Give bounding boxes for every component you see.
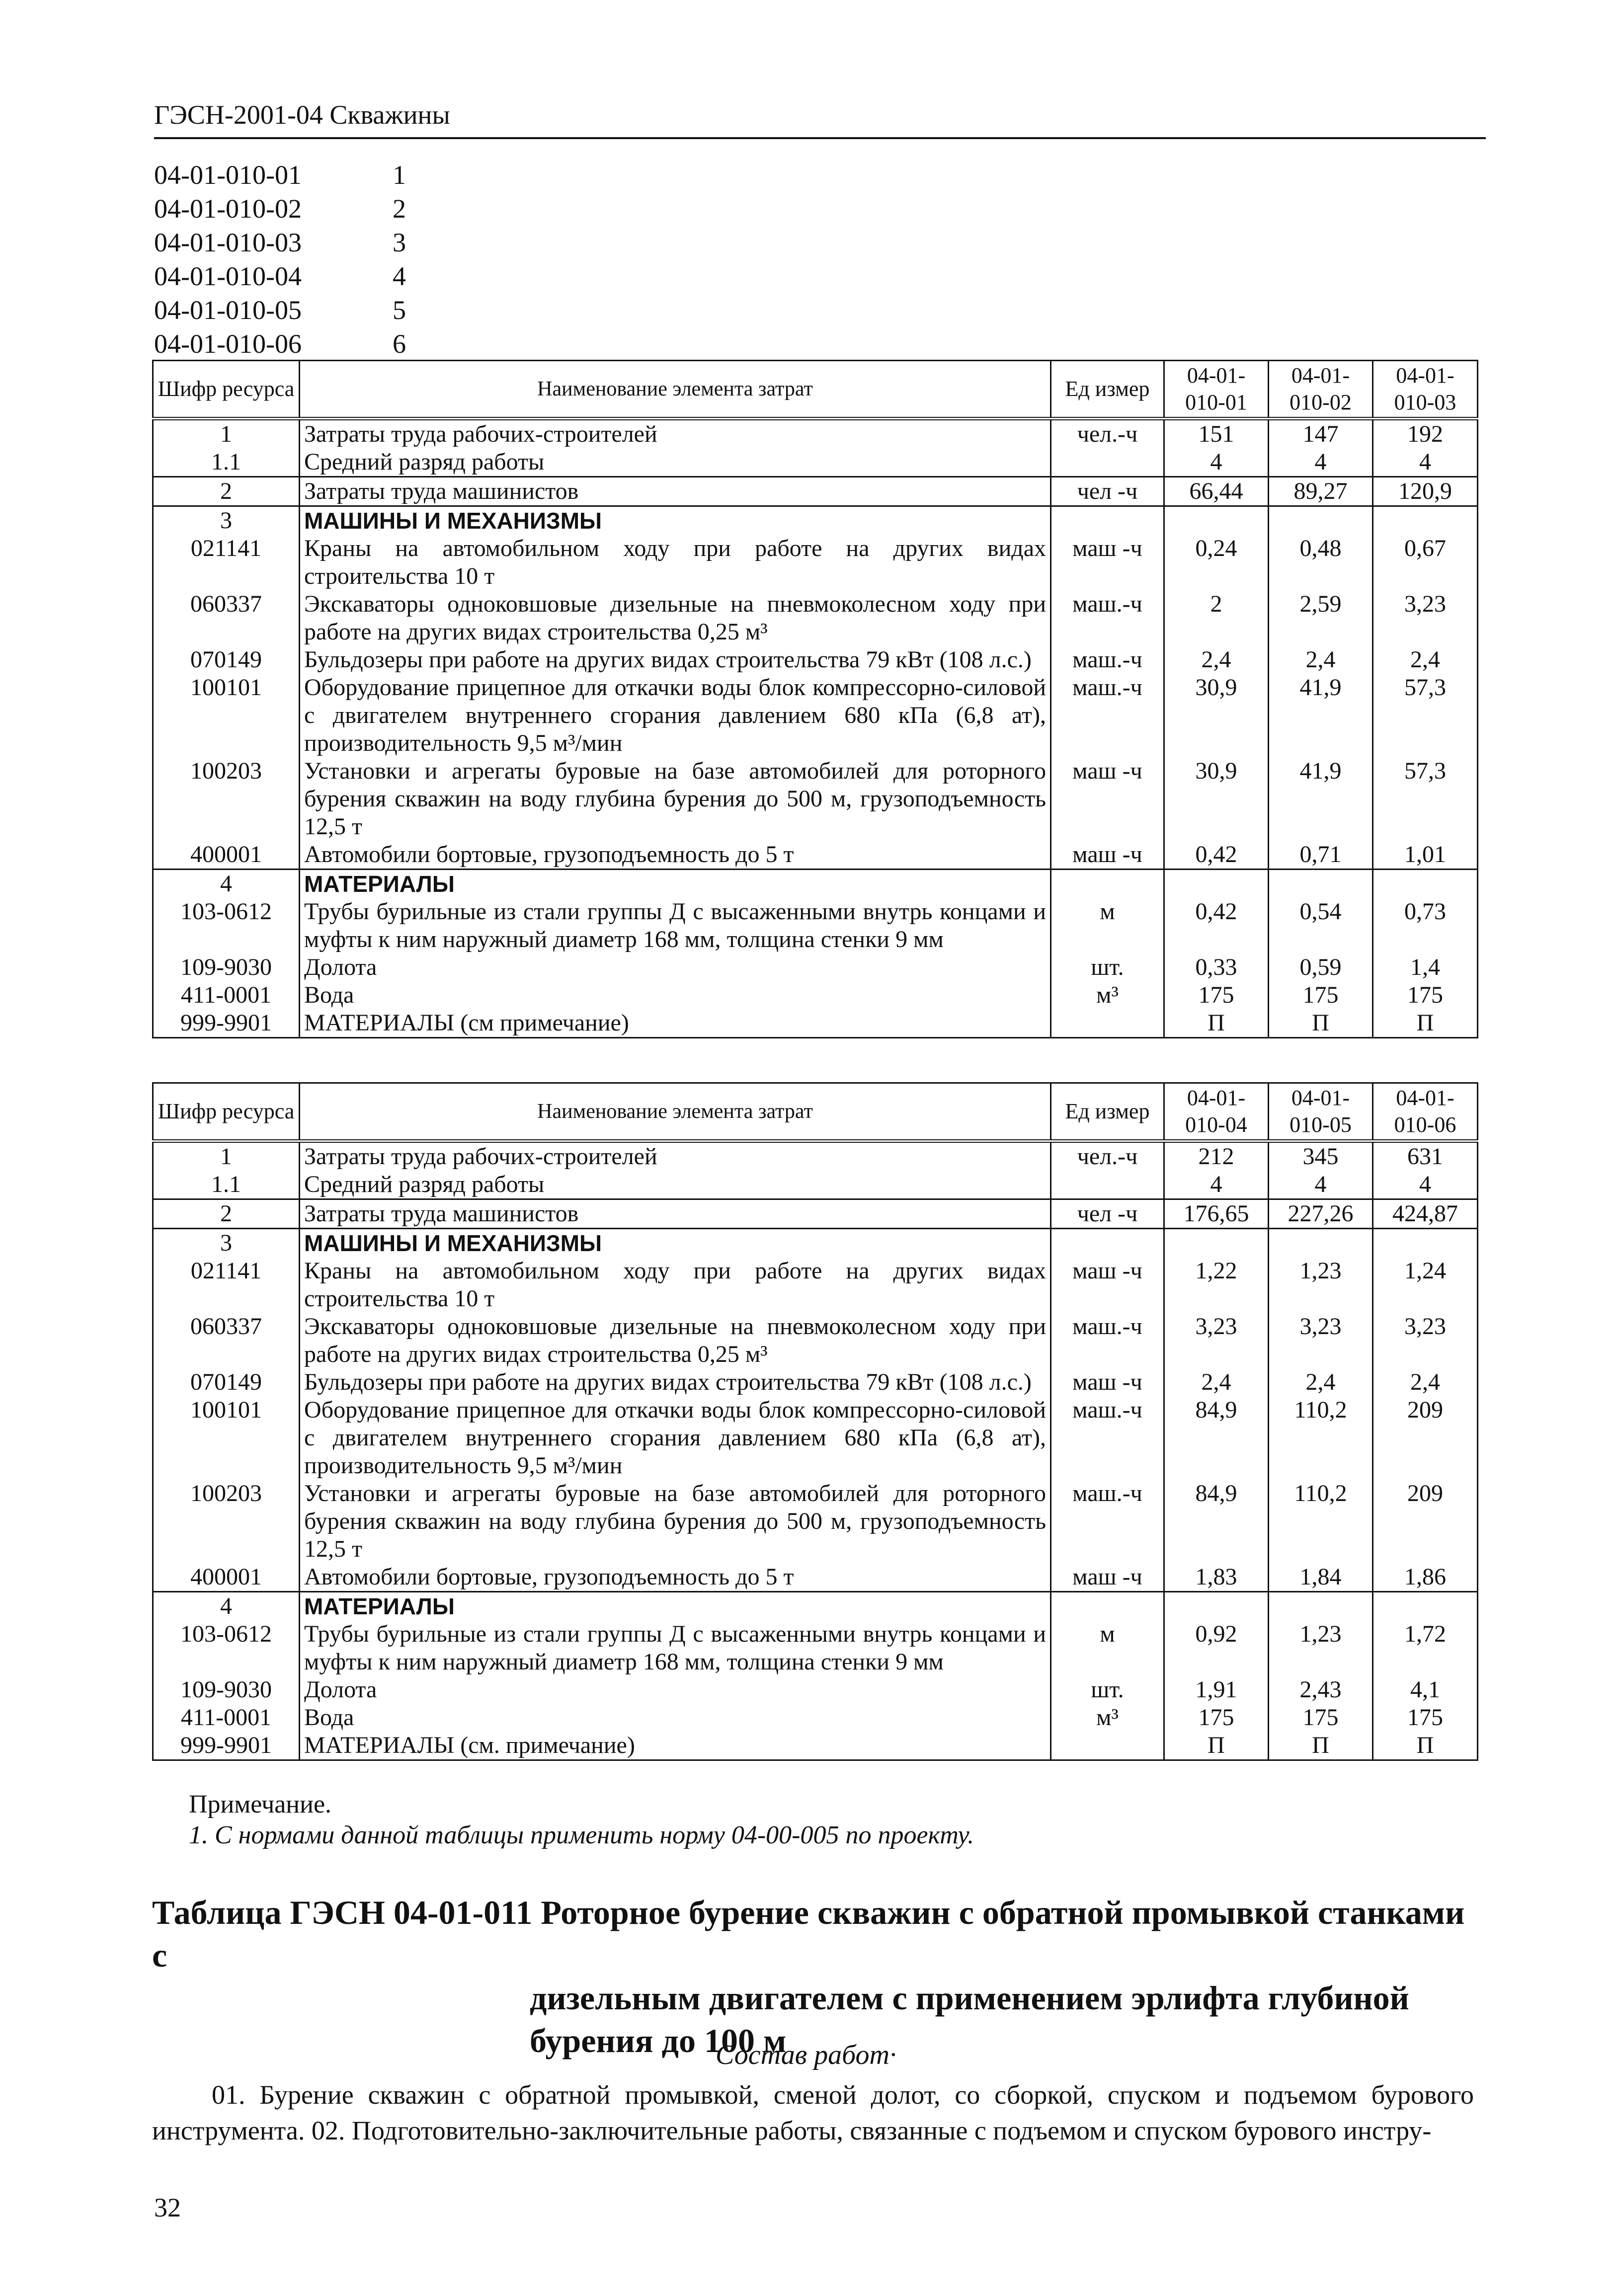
resource-code: 1	[153, 1141, 300, 1171]
resource-unit: маш.-ч	[1051, 674, 1164, 757]
resource-row	[153, 1704, 1478, 1732]
resource-value: 176,65	[1164, 1199, 1269, 1229]
table-heading-continuation: дизельным двигателем с применением эрлифта глубиной бурения до 100 м	[530, 1979, 1409, 2059]
resource-value: 2,4	[1373, 1368, 1478, 1396]
note-item: 1. С нормами данной таблицы применить норму 04-00-005 по проекту.	[189, 1821, 974, 1849]
resource-value: П	[1164, 1009, 1269, 1038]
header-rule	[154, 137, 1486, 139]
norm-code-row	[154, 226, 406, 259]
norm-code-row	[154, 259, 406, 293]
resource-value: 4	[1164, 448, 1269, 477]
resource-value: 0,42	[1164, 841, 1269, 870]
table-header-row	[153, 1083, 1478, 1141]
resource-value: 1,91	[1164, 1676, 1269, 1704]
resource-name: Установки и агрегаты буровые на базе автомобилей для роторного бурения скважин на воду глубина бурения до 500 м, грузоподъемность 12,5 т	[300, 757, 1051, 841]
resource-code: 4	[153, 870, 300, 898]
resource-value: 2,43	[1269, 1676, 1373, 1704]
resource-unit: маш.-ч	[1051, 1396, 1164, 1480]
resource-code: 100203	[153, 1480, 300, 1563]
resource-code: 060337	[153, 590, 300, 646]
norm-column-header: 04-01-010-04	[1164, 1083, 1269, 1141]
resource-value	[1269, 870, 1373, 898]
resource-code: 999-9901	[153, 1732, 300, 1760]
norm-code: 04-01-010-01	[154, 160, 302, 190]
resource-name: Средний разряд работы	[300, 448, 1051, 477]
resource-unit	[1051, 1592, 1164, 1621]
resource-value: 66,44	[1164, 477, 1269, 506]
resource-unit	[1051, 506, 1164, 535]
norm-code: 04-01-010-04	[154, 261, 302, 291]
resource-name: МАТЕРИАЛЫ (см примечание)	[300, 1009, 1051, 1038]
resource-value: 345	[1269, 1141, 1373, 1171]
resource-unit: шт.	[1051, 953, 1164, 981]
resource-name: Долота	[300, 953, 1051, 981]
resource-value: 192	[1373, 419, 1478, 449]
running-title: ГЭСН-2001-04 Скважины	[154, 100, 450, 130]
resource-unit	[1051, 1229, 1164, 1258]
resource-value: 175	[1269, 981, 1373, 1009]
unit-column-header: Ед измер	[1051, 361, 1164, 419]
composition-title: Состав работ·	[716, 2040, 896, 2070]
resource-row	[153, 1141, 1478, 1171]
resource-value: 424,87	[1373, 1199, 1478, 1229]
norm-number: 6	[393, 329, 406, 359]
resource-value: 4,1	[1373, 1676, 1478, 1704]
resource-code: 103-0612	[153, 1620, 300, 1676]
resource-value: 209	[1373, 1480, 1478, 1563]
resource-code: 411-0001	[153, 981, 300, 1009]
resource-row	[153, 1257, 1478, 1313]
resource-code: 400001	[153, 841, 300, 870]
norm-number: 2	[393, 194, 406, 224]
resource-value: 0,33	[1164, 953, 1269, 981]
resource-row	[153, 646, 1478, 674]
resource-name: Затраты труда машинистов	[300, 1199, 1051, 1229]
resource-value: 41,9	[1269, 674, 1373, 757]
resource-value	[1373, 870, 1478, 898]
norm-code: 04-01-010-02	[154, 194, 302, 224]
resource-value	[1164, 1229, 1269, 1258]
resource-row	[153, 1620, 1478, 1676]
resource-unit	[1051, 1171, 1164, 1199]
norm-code-row	[154, 158, 406, 192]
resource-value	[1164, 1592, 1269, 1621]
resource-unit	[1051, 1732, 1164, 1760]
resource-value	[1373, 1229, 1478, 1258]
resource-unit: маш -ч	[1051, 757, 1164, 841]
resource-row	[153, 981, 1478, 1009]
resource-code: 021141	[153, 535, 300, 590]
resource-value: 0,59	[1269, 953, 1373, 981]
resource-value: 3,23	[1373, 1313, 1478, 1368]
resource-value: 120,9	[1373, 477, 1478, 506]
section-row	[153, 870, 1478, 898]
resource-name: Средний разряд работы	[300, 1171, 1051, 1199]
resource-unit: шт.	[1051, 1676, 1164, 1704]
table-heading-line: Таблица ГЭСН 04-01-011 Роторное бурение скважин с обратной промывкой станками с	[152, 1894, 1465, 1974]
resource-code: 2	[153, 1199, 300, 1229]
resource-value: 1,01	[1373, 841, 1478, 870]
section-row	[153, 1229, 1478, 1258]
resource-unit: чел.-ч	[1051, 1141, 1164, 1171]
resource-code: 1	[153, 419, 300, 449]
name-column-header: Наименование элемента затрат	[300, 361, 1051, 419]
resource-table-2	[152, 1082, 1478, 1761]
resource-value	[1269, 1592, 1373, 1621]
resource-value: 3,23	[1373, 590, 1478, 646]
resource-name: Бульдозеры при работе на других видах строительства 79 кВт (108 л.с.)	[300, 646, 1051, 674]
resource-unit: маш -ч	[1051, 1257, 1164, 1313]
resource-name: Установки и агрегаты буровые на базе автомобилей для роторного бурения скважин на воду глубина бурения до 500 м, грузоподъемность 12,5 т	[300, 1480, 1051, 1563]
resource-unit: маш.-ч	[1051, 590, 1164, 646]
resource-value: 2,4	[1269, 646, 1373, 674]
resource-name: МАШИНЫ И МЕХАНИЗМЫ	[300, 1229, 1051, 1258]
resource-name: Экскаваторы одноковшовые дизельные на пневмоколесном ходу при работе на других видах строительства 0,25 м³	[300, 590, 1051, 646]
resource-value: 2,4	[1269, 1368, 1373, 1396]
resource-row	[153, 590, 1478, 646]
resource-name: Вода	[300, 1704, 1051, 1732]
code-column-header: Шифр ресурса	[153, 1083, 300, 1141]
resource-unit: маш -ч	[1051, 535, 1164, 590]
resource-row	[153, 1199, 1478, 1229]
resource-value: 30,9	[1164, 757, 1269, 841]
resource-name: Краны на автомобильном ходу при работе на других видах строительства 10 т	[300, 535, 1051, 590]
resource-value: 0,48	[1269, 535, 1373, 590]
resource-unit: маш -ч	[1051, 841, 1164, 870]
resource-code: 411-0001	[153, 1704, 300, 1732]
resource-value: 1,4	[1373, 953, 1478, 981]
resource-name: Краны на автомобильном ходу при работе на других видах строительства 10 т	[300, 1257, 1051, 1313]
resource-value: 2	[1164, 590, 1269, 646]
resource-code: 070149	[153, 1368, 300, 1396]
resource-row	[153, 1009, 1478, 1038]
resource-value: 0,24	[1164, 535, 1269, 590]
norm-column-header: 04-01-010-03	[1373, 361, 1478, 419]
norm-code: 04-01-010-05	[154, 295, 302, 325]
resource-value: 175	[1269, 1704, 1373, 1732]
resource-name: Вода	[300, 981, 1051, 1009]
resource-code: 999-9901	[153, 1009, 300, 1038]
resource-value: 1,24	[1373, 1257, 1478, 1313]
resource-value: 2,4	[1164, 1368, 1269, 1396]
resource-value: 89,27	[1269, 477, 1373, 506]
resource-value: 1,86	[1373, 1563, 1478, 1592]
resource-row	[153, 841, 1478, 870]
norm-column-header: 04-01-010-02	[1269, 361, 1373, 419]
resource-value: П	[1164, 1732, 1269, 1760]
resource-name: Затраты труда машинистов	[300, 477, 1051, 506]
resource-unit: маш -ч	[1051, 1368, 1164, 1396]
table-heading	[152, 1891, 1474, 2062]
resource-value: 631	[1373, 1141, 1478, 1171]
resource-row	[153, 1368, 1478, 1396]
resource-unit	[1051, 870, 1164, 898]
resource-code: 021141	[153, 1257, 300, 1313]
resource-name: Экскаваторы одноковшовые дизельные на пневмоколесном ходу при работе на других видах строительства 0,25 м³	[300, 1313, 1051, 1368]
resource-value: 0,92	[1164, 1620, 1269, 1676]
resource-value: 1,83	[1164, 1563, 1269, 1592]
resource-name: Оборудование прицепное для откачки воды блок компрессорно-силовой с двигателем внутреннего сгорания давлением 680 кПа (6,8 ат), производительность 9,5 м³/мин	[300, 674, 1051, 757]
resource-code: 3	[153, 1229, 300, 1258]
resource-row	[153, 1313, 1478, 1368]
resource-name: Бульдозеры при работе на других видах строительства 79 кВт (108 л.с.)	[300, 1368, 1051, 1396]
resource-unit: м	[1051, 1620, 1164, 1676]
resource-value: 2,59	[1269, 590, 1373, 646]
resource-code: 1.1	[153, 448, 300, 477]
resource-value	[1164, 506, 1269, 535]
resource-name: Долота	[300, 1676, 1051, 1704]
resource-code: 100101	[153, 674, 300, 757]
section-row	[153, 1592, 1478, 1621]
resource-value: 1,72	[1373, 1620, 1478, 1676]
resource-value: 175	[1164, 981, 1269, 1009]
resource-row	[153, 953, 1478, 981]
resource-value: 41,9	[1269, 757, 1373, 841]
resource-row	[153, 1171, 1478, 1199]
table-header-row	[153, 361, 1478, 419]
resource-value: 175	[1373, 981, 1478, 1009]
norm-column-header: 04-01-010-06	[1373, 1083, 1478, 1141]
resource-value: 84,9	[1164, 1480, 1269, 1563]
resource-value: 1,22	[1164, 1257, 1269, 1313]
resource-value	[1269, 1229, 1373, 1258]
resource-unit: чел -ч	[1051, 1199, 1164, 1229]
norm-code-row	[154, 327, 406, 361]
norm-code: 04-01-010-03	[154, 228, 302, 257]
resource-row	[153, 674, 1478, 757]
page-number: 32	[154, 2193, 181, 2222]
norm-code-list	[154, 158, 406, 361]
resource-name: Затраты труда рабочих-строителей	[300, 419, 1051, 449]
resource-value: 227,26	[1269, 1199, 1373, 1229]
resource-value: 4	[1269, 1171, 1373, 1199]
resource-value: 0,67	[1373, 535, 1478, 590]
resource-value: П	[1373, 1732, 1478, 1760]
resource-value	[1373, 1592, 1478, 1621]
resource-unit: чел -ч	[1051, 477, 1164, 506]
resource-name: Автомобили бортовые, грузоподъемность до 5 т	[300, 1563, 1051, 1592]
resource-code: 103-0612	[153, 898, 300, 953]
resource-name: Трубы бурильные из стали группы Д с высаженными внутрь концами и муфты к ним наружный диаметр 168 мм, толщина стенки 9 мм	[300, 898, 1051, 953]
norm-number: 4	[393, 261, 406, 291]
resource-unit	[1051, 1009, 1164, 1038]
unit-column-header: Ед измер	[1051, 1083, 1164, 1141]
resource-code: 070149	[153, 646, 300, 674]
resource-value: 3,23	[1164, 1313, 1269, 1368]
note-title: Примечание.	[189, 1790, 332, 1819]
resource-row	[153, 419, 1478, 449]
resource-row	[153, 1396, 1478, 1480]
resource-value: 57,3	[1373, 674, 1478, 757]
resource-value: 2,4	[1164, 646, 1269, 674]
resource-value: 57,3	[1373, 757, 1478, 841]
resource-code: 3	[153, 506, 300, 535]
norm-code-row	[154, 293, 406, 327]
resource-code: 4	[153, 1592, 300, 1621]
resource-name: Трубы бурильные из стали группы Д с высаженными внутрь концами и муфты к ним наружный диаметр 168 мм, толщина стенки 9 мм	[300, 1620, 1051, 1676]
resource-row	[153, 1676, 1478, 1704]
norm-column-header: 04-01-010-01	[1164, 361, 1269, 419]
resource-value: 1,23	[1269, 1620, 1373, 1676]
resource-row	[153, 477, 1478, 506]
resource-code: 109-9030	[153, 953, 300, 981]
resource-table-1	[152, 360, 1478, 1038]
resource-name: Затраты труда рабочих-строителей	[300, 1141, 1051, 1171]
resource-value: П	[1269, 1009, 1373, 1038]
resource-value	[1164, 870, 1269, 898]
resource-row	[153, 448, 1478, 477]
resource-row	[153, 1732, 1478, 1760]
resource-code: 100203	[153, 757, 300, 841]
resource-row	[153, 535, 1478, 590]
resource-value: 175	[1164, 1704, 1269, 1732]
resource-value: 0,54	[1269, 898, 1373, 953]
resource-code: 060337	[153, 1313, 300, 1368]
resource-value: 110,2	[1269, 1396, 1373, 1480]
resource-code: 2	[153, 477, 300, 506]
resource-value: 4	[1269, 448, 1373, 477]
resource-unit: маш -ч	[1051, 1563, 1164, 1592]
resource-name: МАТЕРИАЛЫ	[300, 1592, 1051, 1621]
resource-row	[153, 898, 1478, 953]
resource-value: 4	[1164, 1171, 1269, 1199]
resource-value: 3,23	[1269, 1313, 1373, 1368]
norm-code: 04-01-010-06	[154, 329, 302, 359]
norm-number: 3	[393, 228, 406, 257]
norm-code-row	[154, 192, 406, 226]
resource-unit: м³	[1051, 1704, 1164, 1732]
section-row	[153, 506, 1478, 535]
resource-value: П	[1269, 1732, 1373, 1760]
code-column-header: Шифр ресурса	[153, 361, 300, 419]
resource-name: МАТЕРИАЛЫ (см. примечание)	[300, 1732, 1051, 1760]
resource-value: 0,73	[1373, 898, 1478, 953]
resource-unit: маш.-ч	[1051, 1313, 1164, 1368]
composition-text: 01. Бурение скважин с обратной промывкой, сменой долот, со сборкой, спуском и подъемом бурового инструмента. 02. Подготовительно-заключительные работы, связанные с подъемом и спуском бурового инстру-	[152, 2080, 1474, 2145]
resource-code: 109-9030	[153, 1676, 300, 1704]
resource-value: 1,84	[1269, 1563, 1373, 1592]
resource-value: 175	[1373, 1704, 1478, 1732]
resource-value	[1269, 506, 1373, 535]
resource-unit: м³	[1051, 981, 1164, 1009]
resource-value: П	[1373, 1009, 1478, 1038]
resource-code: 100101	[153, 1396, 300, 1480]
name-column-header: Наименование элемента затрат	[300, 1083, 1051, 1141]
resource-value: 2,4	[1373, 646, 1478, 674]
resource-code: 400001	[153, 1563, 300, 1592]
resource-value: 84,9	[1164, 1396, 1269, 1480]
resource-value: 209	[1373, 1396, 1478, 1480]
resource-name: Оборудование прицепное для откачки воды блок компрессорно-силовой с двигателем внутреннего сгорания давлением 680 кПа (6,8 ат), производительность 9,5 м³/мин	[300, 1396, 1051, 1480]
norm-column-header: 04-01-010-05	[1269, 1083, 1373, 1141]
resource-unit	[1051, 448, 1164, 477]
norm-number: 5	[393, 295, 406, 325]
resource-value: 0,71	[1269, 841, 1373, 870]
resource-unit: чел.-ч	[1051, 419, 1164, 449]
resource-unit: м	[1051, 898, 1164, 953]
resource-name: МАШИНЫ И МЕХАНИЗМЫ	[300, 506, 1051, 535]
resource-value: 4	[1373, 1171, 1478, 1199]
resource-value: 30,9	[1164, 674, 1269, 757]
resource-row	[153, 1480, 1478, 1563]
resource-value: 1,23	[1269, 1257, 1373, 1313]
resource-value: 0,42	[1164, 898, 1269, 953]
resource-value: 110,2	[1269, 1480, 1373, 1563]
norm-number: 1	[393, 160, 406, 190]
resource-name: Автомобили бортовые, грузоподъемность до 5 т	[300, 841, 1051, 870]
resource-row	[153, 1563, 1478, 1592]
resource-unit: маш.-ч	[1051, 646, 1164, 674]
resource-value: 147	[1269, 419, 1373, 449]
resource-unit: маш.-ч	[1051, 1480, 1164, 1563]
resource-row	[153, 757, 1478, 841]
resource-code: 1.1	[153, 1171, 300, 1199]
resource-value: 151	[1164, 419, 1269, 449]
resource-name: МАТЕРИАЛЫ	[300, 870, 1051, 898]
resource-value: 212	[1164, 1141, 1269, 1171]
resource-value	[1373, 506, 1478, 535]
resource-value: 4	[1373, 448, 1478, 477]
